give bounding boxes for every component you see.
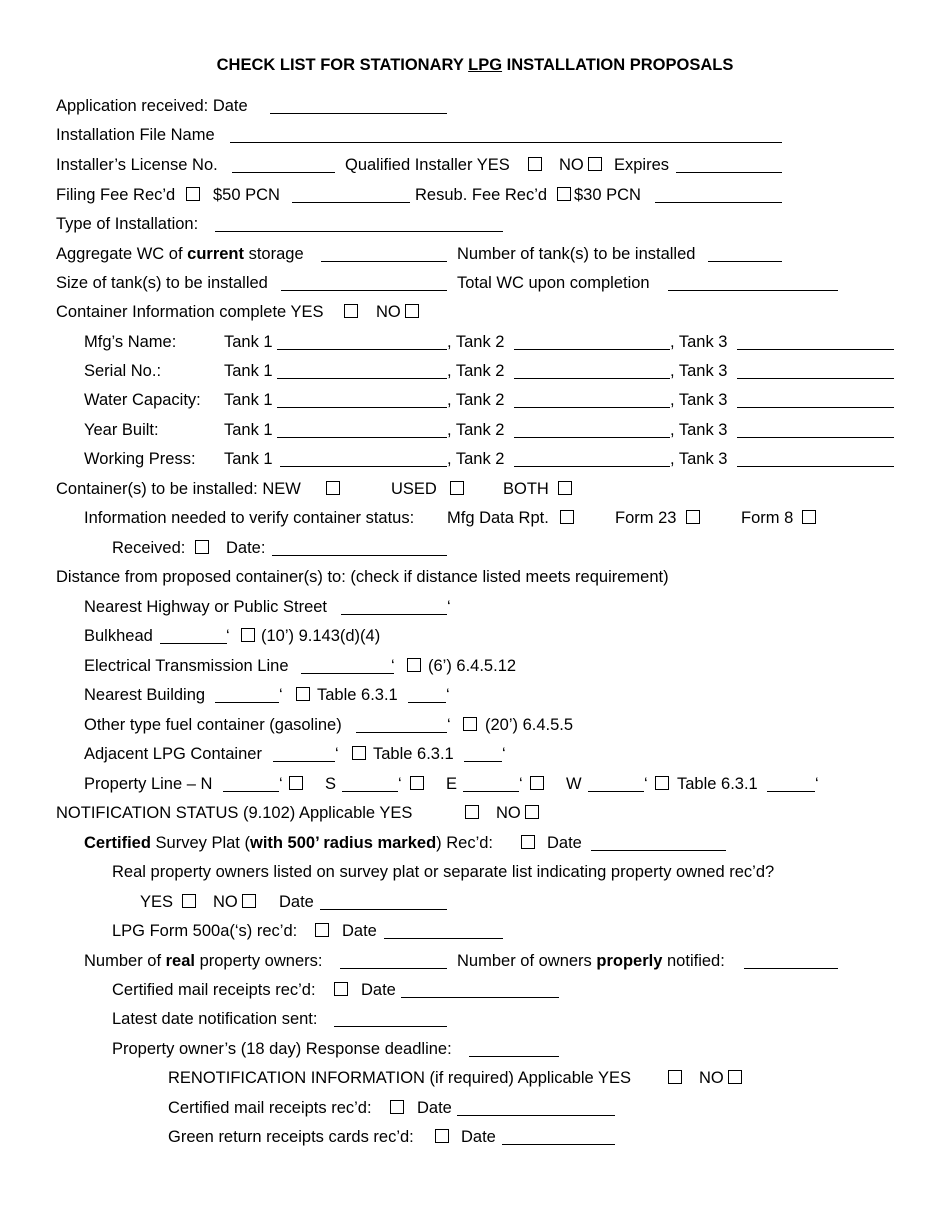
year-tank1-field[interactable] [277, 437, 447, 438]
mail2-row [0, 1098, 950, 1120]
highway-distance-field[interactable] [341, 614, 447, 615]
form8-label: Form 8 [741, 509, 794, 527]
num-tanks-label: Number of tank(s) to be installed [457, 245, 696, 263]
green-checkbox[interactable] [435, 1129, 449, 1143]
total-wc-field[interactable] [668, 290, 838, 291]
license-label: Installer’s License No. [56, 156, 218, 174]
file-row [0, 125, 950, 147]
bulkhead-distance-field[interactable] [160, 643, 227, 644]
bulkhead-label: Bulkhead [84, 627, 153, 645]
size-field[interactable] [281, 290, 447, 291]
building-table-field[interactable] [408, 702, 446, 703]
mfg-data-checkbox[interactable] [560, 510, 574, 524]
both-label: BOTH [503, 480, 549, 498]
owners-listed-row [0, 862, 950, 884]
owners-date-label: Date [279, 893, 314, 911]
property-s-checkbox[interactable] [410, 776, 424, 790]
container-info-no-label: NO [376, 303, 401, 321]
year-tank2-field[interactable] [514, 437, 670, 438]
owners-date-field[interactable] [320, 909, 447, 910]
size-label: Size of tank(s) to be installed [56, 274, 268, 292]
mfg-tank3-field[interactable] [737, 349, 894, 350]
qualified-label: Qualified Installer YES [345, 156, 510, 174]
green-date-field[interactable] [502, 1144, 615, 1145]
mfg-tank1-field[interactable] [277, 349, 447, 350]
property-n-checkbox[interactable] [289, 776, 303, 790]
property-n-tick: ‘ [279, 775, 283, 793]
verify-label: Information needed to verify container status: [84, 509, 415, 527]
serial-tank1-field[interactable] [277, 378, 447, 379]
notified-pre: Number of owners [457, 952, 597, 970]
property-e-field[interactable] [463, 791, 519, 792]
notification-no-checkbox[interactable] [525, 805, 539, 819]
container-info-no-checkbox[interactable] [405, 304, 419, 318]
mail1-checkbox[interactable] [334, 982, 348, 996]
distance-heading-row [0, 567, 950, 589]
renotify-yes-checkbox[interactable] [668, 1070, 682, 1084]
filing-fee-amount: $50 PCN [213, 186, 280, 204]
form8-checkbox[interactable] [802, 510, 816, 524]
application-label: Application received: Date [56, 97, 248, 115]
property-e-checkbox[interactable] [530, 776, 544, 790]
adjacent-req: Table 6.3.1 [373, 745, 454, 763]
owners-no-label: NO [213, 893, 238, 911]
latest-date-field[interactable] [334, 1026, 447, 1027]
highway-row [0, 597, 950, 619]
tank2-label: , Tank 2 [447, 362, 505, 380]
tank-row-label: Mfg’s Name: [84, 333, 177, 351]
expires-field[interactable] [676, 172, 782, 173]
renotify-row [0, 1068, 950, 1090]
survey-date-field[interactable] [591, 850, 726, 851]
tank1-label: Tank 1 [224, 362, 273, 380]
property-req: Table 6.3.1 [677, 775, 758, 793]
size-row [0, 273, 950, 295]
aggregate-row [0, 244, 950, 266]
building-tick: ‘ [279, 686, 283, 704]
real-owners-bold: real [165, 952, 195, 970]
fuel-label: Other type fuel container (gasoline) [84, 716, 342, 734]
property-table-tick: ‘ [815, 775, 819, 793]
property-label: Property Line – N [84, 775, 213, 793]
water-tank2-field[interactable] [514, 407, 670, 408]
tank3-label: , Tank 3 [670, 333, 728, 351]
form500-row [0, 921, 950, 943]
mail1-label: Certified mail receipts rec’d: [112, 981, 316, 999]
new-checkbox[interactable] [326, 481, 340, 495]
tank1-label: Tank 1 [224, 421, 273, 439]
highway-tick: ‘ [447, 598, 451, 616]
deadline-field[interactable] [469, 1056, 559, 1057]
property-w-label: W [566, 775, 582, 793]
press-tank1-field[interactable] [280, 466, 447, 467]
expires-label: Expires [614, 156, 670, 174]
adjacent-checkbox[interactable] [352, 746, 366, 760]
survey-text2: ) Rec’d: [436, 834, 494, 852]
used-checkbox[interactable] [450, 481, 464, 495]
tank-row-serial [0, 361, 950, 383]
survey-checkbox[interactable] [521, 835, 535, 849]
tank-row-label: Water Capacity: [84, 391, 201, 409]
application-row [0, 96, 950, 118]
notified-bold: properly [596, 952, 663, 970]
real-owners-label [84, 951, 322, 971]
owners-listed-label: Real property owners listed on survey plat or separate list indicating property owned rec’d? [112, 863, 775, 881]
adjacent-row [0, 744, 950, 766]
building-req: Table 6.3.1 [317, 686, 398, 704]
license-row [0, 155, 950, 177]
building-tick2: ‘ [446, 686, 450, 704]
qualified-yes-checkbox[interactable] [528, 157, 542, 171]
mfg-tank2-field[interactable] [514, 349, 670, 350]
type-label: Type of Installation: [56, 215, 199, 233]
survey-row [0, 833, 950, 855]
adjacent-label: Adjacent LPG Container [84, 745, 262, 763]
notified-post: notified: [662, 952, 725, 970]
survey-bold1: Certified [84, 834, 151, 852]
property-w-checkbox[interactable] [655, 776, 669, 790]
qualified-no-checkbox[interactable] [588, 157, 602, 171]
renotify-label: RENOTIFICATION INFORMATION (if required) Applicable YES [168, 1069, 632, 1087]
filing-fee-checkbox[interactable] [186, 187, 200, 201]
license-number-field[interactable] [232, 172, 335, 173]
tank1-label: Tank 1 [224, 450, 273, 468]
received-date-label: Date: [226, 539, 266, 557]
tank1-label: Tank 1 [224, 391, 273, 409]
verify-row [0, 508, 950, 530]
tank-row-mfg [0, 332, 950, 354]
building-row [0, 685, 950, 707]
tank2-label: , Tank 2 [447, 391, 505, 409]
distance-heading: Distance from proposed container(s) to: (check if distance listed meets requirement) [56, 568, 669, 586]
received-checkbox[interactable] [195, 540, 209, 554]
notification-yes-checkbox[interactable] [465, 805, 479, 819]
deadline-row [0, 1039, 950, 1061]
electrical-checkbox[interactable] [407, 658, 421, 672]
property-w-field[interactable] [588, 791, 644, 792]
latest-row [0, 1009, 950, 1031]
title-pre: CHECK LIST FOR STATIONARY [216, 56, 469, 74]
property-s-label: S [325, 775, 337, 793]
notification-no-label: NO [496, 804, 521, 822]
green-row [0, 1127, 950, 1149]
adjacent-distance-field[interactable] [273, 761, 335, 762]
aggregate-field[interactable] [321, 261, 447, 262]
num-tanks-field[interactable] [708, 261, 782, 262]
property-w-tick: ‘ [644, 775, 648, 793]
electrical-row [0, 656, 950, 678]
form500-label: LPG Form 500a(‘s) rec’d: [112, 922, 298, 940]
mail2-date-label: Date [417, 1099, 452, 1117]
qualified-no-label: NO [559, 156, 584, 174]
received-label: Received: [112, 539, 186, 557]
water-tank1-field[interactable] [277, 407, 447, 408]
year-tank3-field[interactable] [737, 437, 894, 438]
tank1-label: Tank 1 [224, 333, 273, 351]
tank3-label: , Tank 3 [670, 450, 728, 468]
tank2-label: , Tank 2 [447, 333, 505, 351]
aggregate-label [56, 244, 304, 264]
building-distance-field[interactable] [215, 702, 279, 703]
tank-row-water [0, 390, 950, 412]
install-row [0, 479, 950, 501]
bulkhead-checkbox[interactable] [241, 628, 255, 642]
aggregate-pre: Aggregate WC of [56, 245, 188, 263]
survey-label [84, 833, 493, 853]
mail2-date-field[interactable] [457, 1115, 615, 1116]
mail1-date-label: Date [361, 981, 396, 999]
used-label: USED [391, 480, 437, 498]
received-row [0, 538, 950, 560]
survey-bold2: with 500’ radius marked [249, 834, 437, 852]
real-owners-field[interactable] [340, 968, 447, 969]
mfg-data-label: Mfg Data Rpt. [447, 509, 549, 527]
container-info-yes-checkbox[interactable] [344, 304, 358, 318]
owners-yes-checkbox[interactable] [182, 894, 196, 908]
survey-date-label: Date [547, 834, 582, 852]
fee-row [0, 185, 950, 207]
property-s-tick: ‘ [398, 775, 402, 793]
adjacent-table-field[interactable] [464, 761, 502, 762]
owners-count-row [0, 951, 950, 973]
aggregate-bold: current [187, 245, 245, 263]
building-label: Nearest Building [84, 686, 206, 704]
deadline-label: Property owner’s (18 day) Response deadline: [112, 1040, 452, 1058]
notified-owners-field[interactable] [744, 968, 838, 969]
electrical-distance-field[interactable] [301, 673, 394, 674]
type-row [0, 214, 950, 236]
container-info-label: Container Information complete YES [56, 303, 324, 321]
press-tank3-field[interactable] [737, 466, 894, 467]
fuel-tick: ‘ [447, 716, 451, 734]
container-info-row [0, 302, 950, 324]
survey-text1: Survey Plat ( [150, 834, 250, 852]
property-table-field[interactable] [767, 791, 815, 792]
received-date-field[interactable] [272, 555, 447, 556]
title-lpg: LPG [468, 56, 503, 74]
tank2-label: , Tank 2 [447, 450, 505, 468]
fuel-row [0, 715, 950, 737]
serial-tank3-field[interactable] [737, 378, 894, 379]
mail2-checkbox[interactable] [390, 1100, 404, 1114]
owners-yes-row [0, 892, 950, 914]
property-n-field[interactable] [223, 791, 279, 792]
electrical-tick: ‘ [391, 657, 395, 675]
owners-yes-label: YES [140, 893, 174, 911]
real-owners-post: property owners: [194, 952, 323, 970]
tank-row-year [0, 420, 950, 442]
mail1-row [0, 980, 950, 1002]
tank-row-label: Serial No.: [84, 362, 162, 380]
type-field[interactable] [215, 231, 503, 232]
tank3-label: , Tank 3 [670, 391, 728, 409]
fuel-req: (20’) 6.4.5.5 [485, 716, 574, 734]
tank3-label: , Tank 3 [670, 421, 728, 439]
serial-tank2-field[interactable] [514, 378, 670, 379]
building-checkbox[interactable] [296, 687, 310, 701]
adjacent-tick2: ‘ [502, 745, 506, 763]
adjacent-tick: ‘ [335, 745, 339, 763]
notification-row [0, 803, 950, 825]
press-tank2-field[interactable] [514, 466, 670, 467]
highway-label: Nearest Highway or Public Street [84, 598, 328, 616]
tank-row-label: Working Press: [84, 450, 196, 468]
total-wc-label: Total WC upon completion [457, 274, 650, 292]
form500-checkbox[interactable] [315, 923, 329, 937]
tank-row-press [0, 449, 950, 471]
property-e-label: E [446, 775, 458, 793]
tank-row-label: Year Built: [84, 421, 159, 439]
form500-date-field[interactable] [384, 938, 503, 939]
resub-fee-amount: $30 PCN [574, 186, 641, 204]
resub-fee-label: Resub. Fee Rec’d [415, 186, 548, 204]
fuel-distance-field[interactable] [356, 732, 447, 733]
tank2-label: , Tank 2 [447, 421, 505, 439]
water-tank3-field[interactable] [737, 407, 894, 408]
real-owners-pre: Number of [84, 952, 166, 970]
filing-pcn-field[interactable] [292, 202, 410, 203]
fuel-checkbox[interactable] [463, 717, 477, 731]
resub-pcn-field[interactable] [655, 202, 782, 203]
install-label: Container(s) to be installed: NEW [56, 480, 301, 498]
mail1-date-field[interactable] [401, 997, 559, 998]
aggregate-post: storage [244, 245, 304, 263]
file-name-field[interactable] [230, 142, 782, 143]
notified-owners-label [457, 951, 725, 971]
property-s-field[interactable] [342, 791, 398, 792]
mail2-label: Certified mail receipts rec’d: [168, 1099, 372, 1117]
bulkhead-tick: ‘ [226, 627, 230, 645]
latest-label: Latest date notification sent: [112, 1010, 318, 1028]
application-date-field[interactable] [270, 113, 447, 114]
resub-fee-checkbox[interactable] [557, 187, 571, 201]
both-checkbox[interactable] [558, 481, 572, 495]
owners-no-checkbox[interactable] [242, 894, 256, 908]
form23-checkbox[interactable] [686, 510, 700, 524]
notification-label: NOTIFICATION STATUS (9.102) Applicable YES [56, 804, 413, 822]
electrical-req: (6’) 6.4.5.12 [428, 657, 517, 675]
form-title [0, 56, 950, 75]
form23-label: Form 23 [615, 509, 677, 527]
electrical-label: Electrical Transmission Line [84, 657, 289, 675]
green-label: Green return receipts cards rec’d: [168, 1128, 414, 1146]
property-e-tick: ‘ [519, 775, 523, 793]
green-date-label: Date [461, 1128, 496, 1146]
file-label: Installation File Name [56, 126, 215, 144]
tank3-label: , Tank 3 [670, 362, 728, 380]
bulkhead-row [0, 626, 950, 648]
form500-date-label: Date [342, 922, 377, 940]
title-post: INSTALLATION PROPOSALS [502, 56, 734, 74]
renotify-no-label: NO [699, 1069, 724, 1087]
filing-fee-label: Filing Fee Rec’d [56, 186, 176, 204]
bulkhead-req: (10’) 9.143(d)(4) [261, 627, 381, 645]
renotify-no-checkbox[interactable] [728, 1070, 742, 1084]
property-row [0, 774, 950, 796]
